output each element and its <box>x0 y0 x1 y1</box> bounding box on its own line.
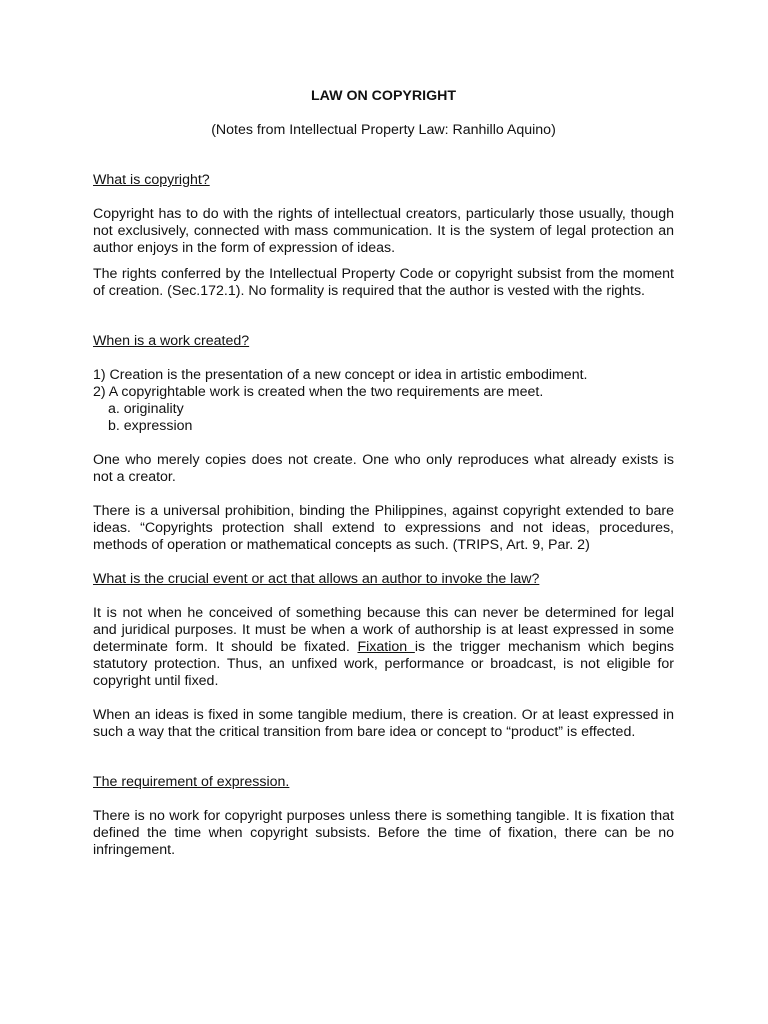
paragraph: The rights conferred by the Intellectual Property Code or copyright subsist from the moment of creation. (Sec.172.1). No formality is required that the author is vested with the rights. <box>93 266 674 299</box>
section-heading-crucial-event: What is the crucial event or act that allows an author to invoke the law? <box>93 571 540 587</box>
sub-list-item: a. originality <box>108 401 184 417</box>
section-heading-when-is-work-created: When is a work created? <box>93 333 250 349</box>
paragraph-text: It is not when he conceived of something because this can never be determined for legal and juridical purposes. It must be when a work of authorship is at least expressed in some determinate form. It should be fixated. <box>93 605 674 655</box>
paragraph: One who merely copies does not create. One who only reproduces what already exists is not a creator. <box>93 452 674 485</box>
paragraph <box>93 605 674 690</box>
section-heading-what-is-copyright: What is copyright? <box>93 172 210 188</box>
list-item: 2) A copyrightable work is created when the two requirements are meet. <box>93 384 544 400</box>
document-subtitle: (Notes from Intellectual Property Law: Ranhillo Aquino) <box>211 122 556 138</box>
section-heading-requirement-of-expression: The requirement of expression. <box>93 774 290 790</box>
paragraph: When an ideas is fixed in some tangible medium, there is creation. Or at least expressed in such a way that the critical transition from bare idea or concept to “product” is effected. <box>93 707 674 740</box>
document-page <box>93 88 674 859</box>
paragraph: There is no work for copyright purposes unless there is something tangible. It is fixation that defined the time when copyright subsists. Before the time of fixation, there can be no infringement. <box>93 808 674 858</box>
underlined-term: Fixation <box>357 639 415 655</box>
sub-list-item: b. expression <box>108 418 193 434</box>
paragraph-text: is the trigger mechanism which begins statutory protection. Thus, an unfixed work, performance or broadcast, is not eligible for copyright until fixed. <box>93 639 674 689</box>
paragraph: Copyright has to do with the rights of intellectual creators, particularly those usually, though not exclusively, connected with mass communication. It is the system of legal protection an author enjoys in the form of expression of ideas. <box>93 206 674 256</box>
paragraph: There is a universal prohibition, binding the Philippines, against copyright extended to bare ideas. “Copyrights protection shall extend to expressions and not ideas, procedures, methods of operation or mathematical concepts as such. (TRIPS, Art. 9, Par. 2) <box>93 503 674 553</box>
document-title: LAW ON COPYRIGHT <box>310 88 457 104</box>
list-item: 1) Creation is the presentation of a new concept or idea in artistic embodiment. <box>93 367 588 383</box>
